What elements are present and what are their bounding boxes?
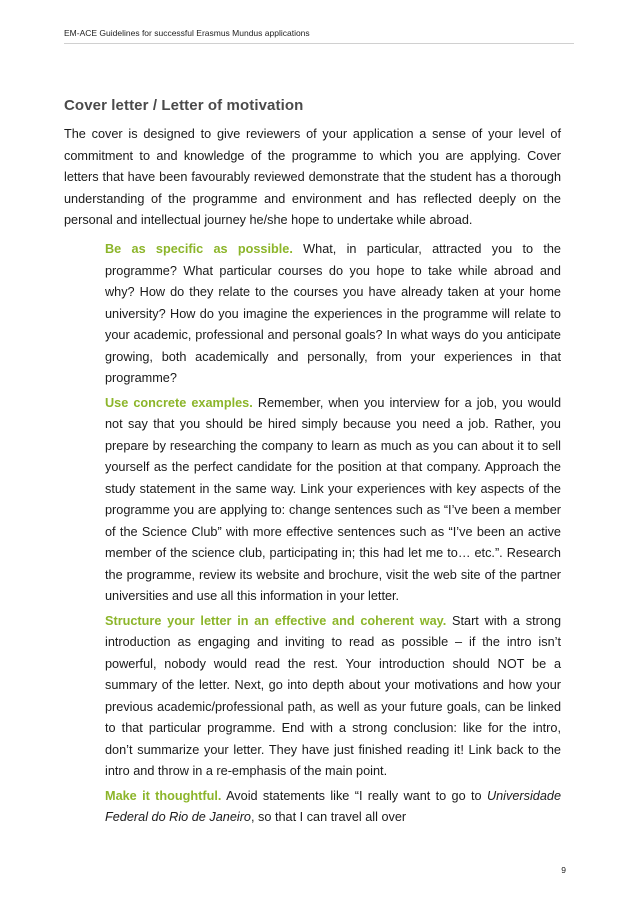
university-name: Universidade Federal do Rio de Janeiro	[105, 788, 562, 824]
tip-text: What, in particular, attracted you to the programme? What particular courses do you hope to take while abroad and why? How do they relate to the courses you have already taken at your home university? How do you imagine the experiences in the programme will relate to your academic, professional and personal goals? In what ways do you anticipate growing, both academically and personally, from your experiences in that programme?	[105, 242, 561, 385]
section-title: Cover letter / Letter of motivation	[64, 97, 304, 114]
tip-heading: Make it thoughtful.	[105, 788, 222, 803]
tip-text: Start with a strong introduction as engaging and inviting to read as possible – if the intro isn’t powerful, nobody would read the rest. Your introduction should NOT be a summary of the letter. Next, go into depth about your motivations and how your previous academic/professional path, as well as your future goals, can be linked to that particular programme. End with a strong conclusion: like for the intro, don’t summarize your letter. They have just finished reading it! Link back to the intro and throw in a re-emphasis of the main point.	[105, 613, 561, 778]
header-divider	[64, 43, 574, 44]
tip-specific	[105, 239, 561, 390]
tip-heading: Be as specific as possible.	[105, 242, 293, 256]
tip-thoughtful	[105, 786, 561, 829]
tip-text: Remember, when you interview for a job, you would not say that you should be hired simply because you need a job. Rather, you prepare by researching the company to learn as much as you can about it to sell yourself as the perfect candidate for the position at that company. Approach the study statement in the same way. Link your experiences with key aspects of the programme you are applying to: change sentences such as “I’ve been a member of the Science Club” with more effective sentences such as “I’ve been an active member of the science club, participating in; this had let me to… etc.”. Research the programme, review its website and brochure, visit the web site of the partner universities and use all this information in your letter.	[105, 395, 561, 603]
tip-concrete-examples	[105, 393, 561, 608]
tip-structure	[105, 611, 561, 783]
page-number: 9	[561, 865, 566, 875]
tip-heading: Use concrete examples.	[105, 395, 253, 410]
tips-list	[105, 239, 561, 832]
intro-paragraph: The cover is designed to give reviewers of your application a sense of your level of commitment to and knowledge of the programme to which you are applying. Cover letters that have been favourably reviewed demonstrate that the student has a thorough understanding of the programme and environment and has reflected deeply on the personal and intellectual journey he/she hope to undertake while abroad.	[64, 127, 561, 227]
tip-text: Avoid statements like “I really want to go to	[221, 788, 487, 803]
tip-heading: Structure your letter in an effective and coherent way.	[105, 613, 447, 628]
running-header: EM-ACE Guidelines for successful Erasmus Mundus applications	[64, 28, 310, 38]
tip-text: , so that I can travel all over	[251, 810, 407, 824]
